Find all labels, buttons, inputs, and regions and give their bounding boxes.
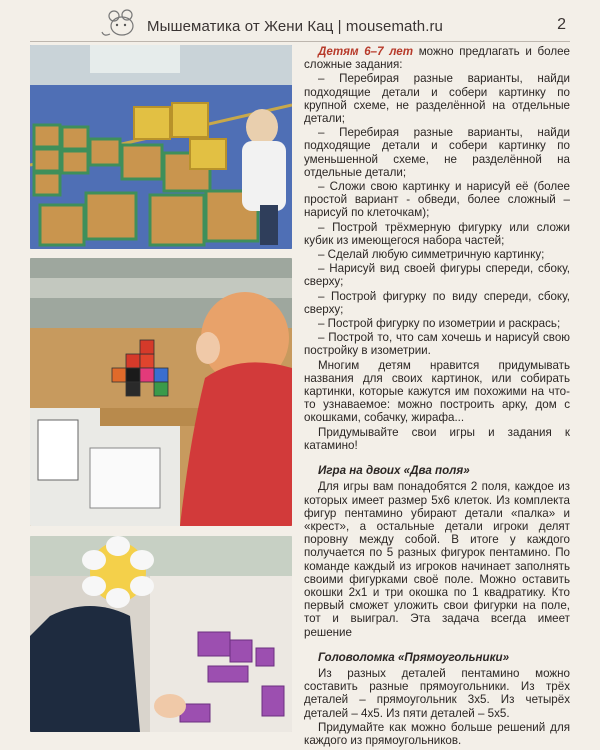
article-text <box>304 45 570 748</box>
intro-paragraph <box>304 45 570 71</box>
task-item: – Построй то, что сам хочешь и нарисуй свою постройку в изометрии. <box>304 331 570 358</box>
intro-text: можно предлагать и более сложные задания: <box>304 45 570 72</box>
page-header <box>0 0 600 44</box>
two-fields-paragraph: Для игры вам понадобятся 2 поля, каждое из которых имеет размер 5х6 клеток. Из комплекта фигур пентамино убирают детали «палка» и «крест», а остальные детали игроки делят поровну между собой. В итоге у каждого получается по 5 разных фигурок пентамино. По команде каждый из игроков начинает заполнять своими фигурками своё поле. Можно оставить окошки 2х1 и три окошка по 1 квадратику. Кто первый сможет уложить свои фигурки на поле, тот и выиграл. Эта задача всегда имеет решение <box>304 480 570 639</box>
intro-lead: Детям 6–7 лет <box>318 45 414 58</box>
header-title: Мышематика от Жени Кац | mousemath.ru <box>147 18 443 35</box>
task-item: – Построй фигурку по изометрии и раскрась; <box>318 317 561 331</box>
photo-child-playing-pentomino-board <box>30 536 292 732</box>
photo-children-building-cubes <box>30 45 292 249</box>
task-item: – Сделай любую симметричную картинку; <box>318 248 545 262</box>
rectangles-paragraph-2: Придумайте как можно больше решений для каждого из прямоугольников. <box>304 720 570 747</box>
photo-child-with-pentomino-figure <box>30 258 292 526</box>
section-title-rectangles: Головоломка «Прямоугольники» <box>318 650 510 664</box>
task-item: – Перебирая разные варианты, найди подходящие детали и собери картинку по уменьшенной схеме, не разделённой на отдельные детали; <box>304 126 570 179</box>
task-item: – Сложи свою картинку и нарисуй её (более простой вариант - обведи, более сложный – нарисуй по клеточкам); <box>304 180 570 220</box>
task-item: – Построй трёхмерную фигурку или сложи кубик из имеющегося набора частей; <box>304 220 570 247</box>
page-number: 2 <box>557 16 566 33</box>
task-item: – Перебирая разные варианты, найди подходящие детали и собери картинку по крупной схеме, не разделённой на отдельные детали; <box>304 72 570 126</box>
header-divider <box>30 41 570 42</box>
invent-games-paragraph: Придумывайте свои игры и задания к катамино! <box>304 425 570 452</box>
task-item: – Построй фигурку по виду спереди, сбоку, сверху; <box>304 289 570 316</box>
names-paragraph: Многим детям нравится придумывать названия для своих картинок, или собирать картинки, которые кажутся им похожими на что-то узнаваемое: можно построить арку, дом с окошками, собачку, жирафа... <box>304 358 570 425</box>
mouse-logo-icon <box>100 6 140 40</box>
task-item: – Нарисуй вид своей фигуры спереди, сбоку, сверху; <box>304 262 570 289</box>
rectangles-paragraph: Из разных деталей пентамино можно составить разные прямоугольники. Из трёх деталей – прямоугольник 3х5. Из четырёх деталей – 4х5. Из пяти деталей – 5х5. <box>304 666 570 720</box>
section-title-two-fields: Игра на двоих «Два поля» <box>318 464 470 478</box>
